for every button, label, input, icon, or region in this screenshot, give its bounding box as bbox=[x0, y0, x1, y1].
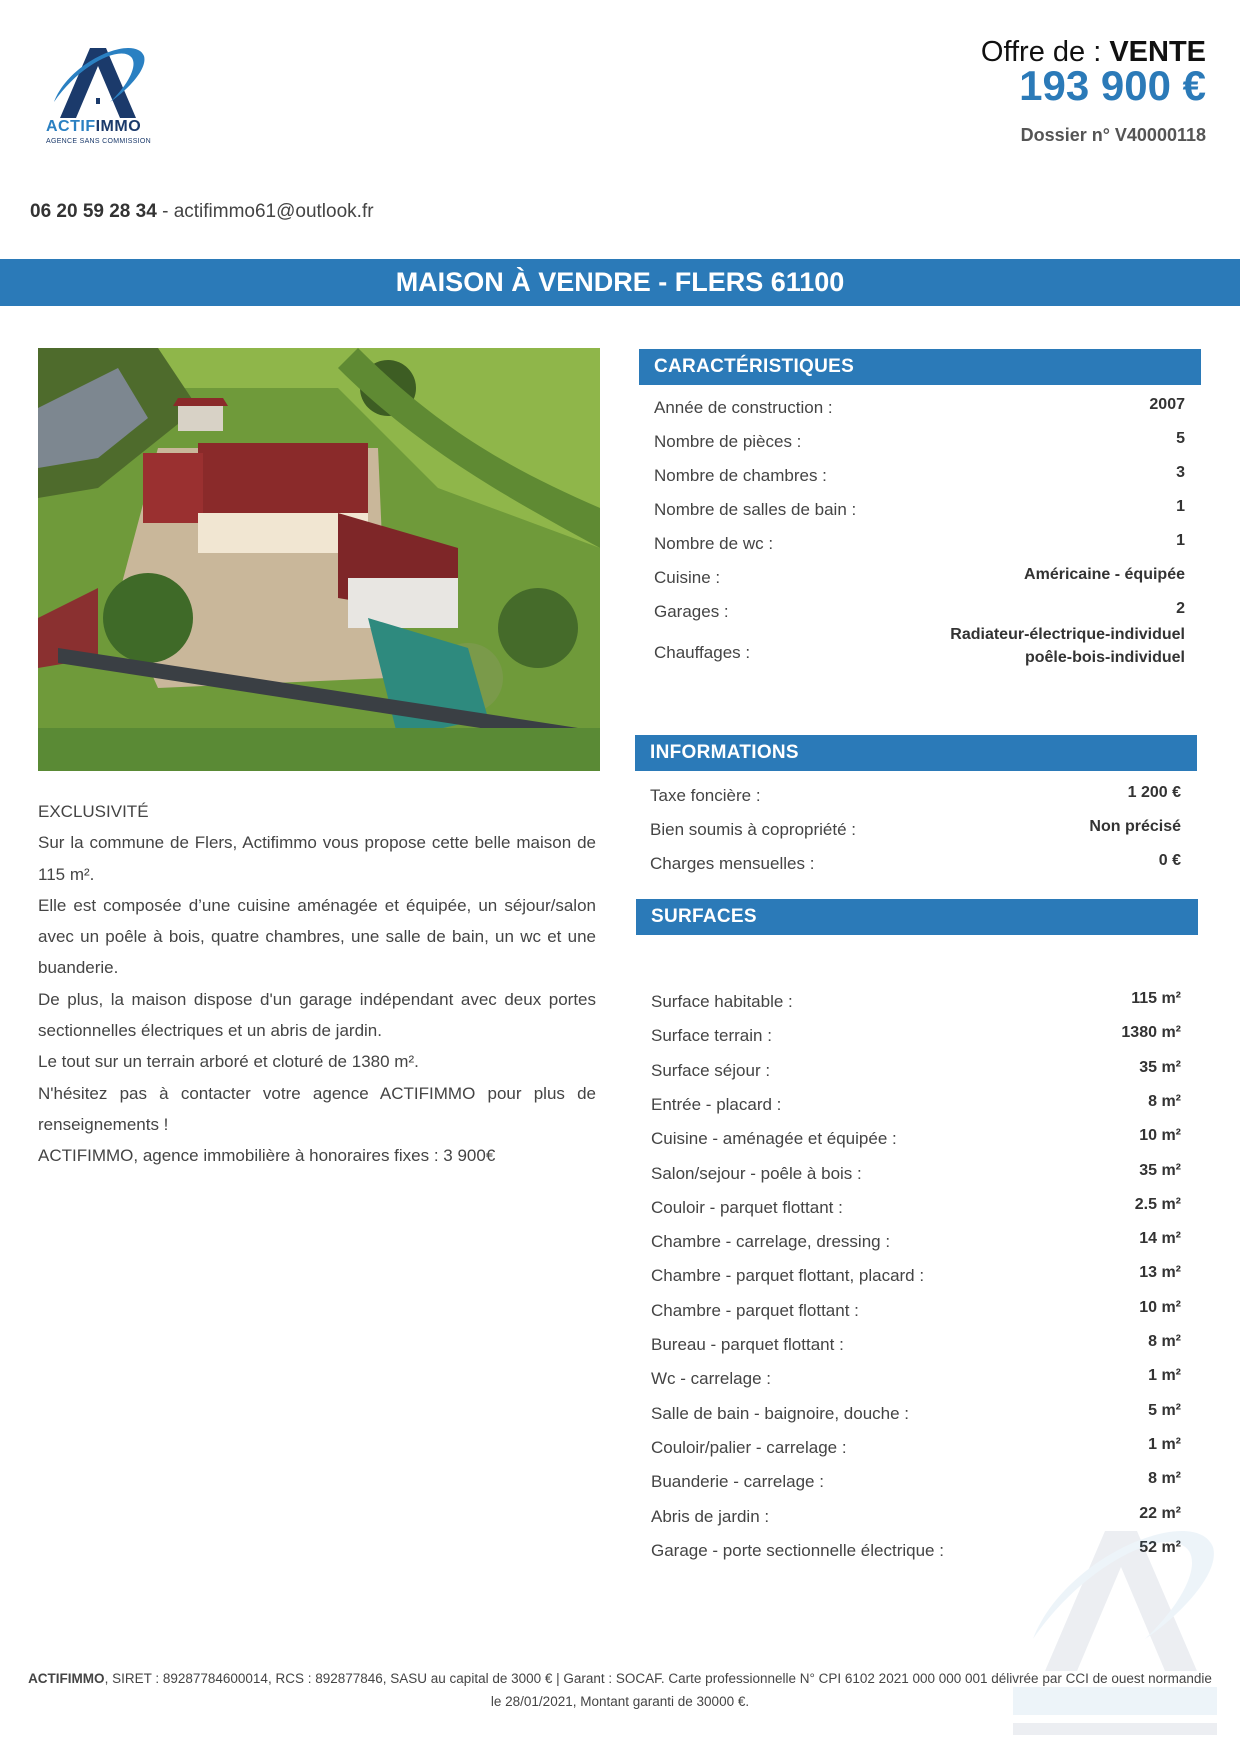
footer-company: ACTIFIMMO bbox=[28, 1671, 105, 1686]
logo-wordmark: ACTIFIMMO bbox=[46, 118, 142, 135]
offer-price: 193 900 € bbox=[1019, 62, 1206, 109]
house-a-logo-icon bbox=[1005, 1515, 1225, 1755]
dossier-number: Dossier n° V40000118 bbox=[1020, 125, 1206, 145]
logo-watermark bbox=[1005, 1515, 1225, 1755]
caracteristiques-header: CARACTÉRISTIQUES bbox=[639, 349, 1201, 385]
description-paragraph: Elle est composée d’une cuisine aménagée et équipée, un séjour/salon avec un poêle à bois, quatre chambres, une salle de bain, un wc et une buanderie. bbox=[38, 895, 596, 978]
offer-block bbox=[981, 36, 1206, 146]
property-photo bbox=[38, 348, 600, 771]
contact-phone[interactable]: 06 20 59 28 34 bbox=[30, 201, 157, 222]
house-a-logo-icon bbox=[40, 40, 150, 120]
legal-footer bbox=[24, 1667, 1216, 1713]
description-paragraph: ACTIFIMMO, agence immobilière à honoraires fixes : 3 900€ bbox=[38, 1146, 496, 1166]
caracteristiques-list: Année de construction : 2007 Nombre de pièces : 5 Nombre de chambres : 3 Nombre de salles de bain : 1 Nombre de wc : 1 Cuisine : Américaine - équipée Garages : 2 Chauffages : Radiateur-électrique-individuel poêle-bois-individuel bbox=[654, 396, 1185, 666]
listing-title-banner: MAISON À VENDRE - FLERS 61100 bbox=[0, 259, 1240, 306]
logo-tagline: AGENCE SANS COMMISSION bbox=[46, 138, 152, 145]
surfaces-list: Surface habitable : 115 m² Surface terrain : 1380 m² Surface séjour : 35 m² Entrée - placard : 8 m² Cuisine - aménagée et équipée : 10 m² Salon/sejour - poêle à bois : 35 m² Couloir - parquet flottant : 2.5 m² Chambre - carrelage, dressing : 14 m² Chambre - parquet flottant, placard : 13 m² Chambre - parquet flottant : 10 m² Bureau - parquet flottant : 8 m² Wc - carrelage : 1 m² Salle de bain - baignoire, douche : 5 m² Couloir/palier - carrelage : 1 m² Buanderie - carrelage : 8 m² Abris de jardin : 22 m² Garage - porte sectionnelle électrique : 52 m² bbox=[651, 990, 1181, 1560]
informations-header: INFORMATIONS bbox=[635, 735, 1197, 771]
contact-line: 06 20 59 28 34 - actifimmo61@outlook.fr bbox=[30, 201, 374, 222]
agency-logo bbox=[40, 40, 155, 150]
description-paragraph: Le tout sur un terrain arboré et cloturé de 1380 m². bbox=[38, 1052, 419, 1072]
description-paragraph: De plus, la maison dispose d'un garage indépendant avec deux portes sectionnelles électriques et un abris de jardin. bbox=[38, 989, 596, 1041]
informations-list: Taxe foncière : 1 200 € Bien soumis à copropriété : Non précisé Charges mensuelles : 0 € bbox=[650, 784, 1181, 873]
offer-type: Offre de : VENTE bbox=[980, 36, 1206, 68]
contact-email[interactable]: actifimmo61@outlook.fr bbox=[173, 201, 374, 222]
description-paragraph: EXCLUSIVITÉ bbox=[38, 802, 149, 821]
description-paragraph: Sur la commune de Flers, Actifimmo vous propose cette belle maison de 115 m². bbox=[38, 833, 596, 884]
footer-legal-text: , SIRET : 89287784600014, RCS : 892877846, SASU au capital de 3000 € | Garant : SOCAF. Carte professionnelle N° CPI 6102 2021 000 000 001 délivrée par CCI de ouest normandie le 28/01/2021, Montant garanti de 30000 €. bbox=[104, 1671, 1212, 1709]
surfaces-header: SURFACES bbox=[636, 899, 1198, 935]
property-description bbox=[38, 796, 596, 1172]
description-paragraph: N'hésitez pas à contacter votre agence ACTIFIMMO pour plus de renseignements ! bbox=[38, 1083, 596, 1134]
